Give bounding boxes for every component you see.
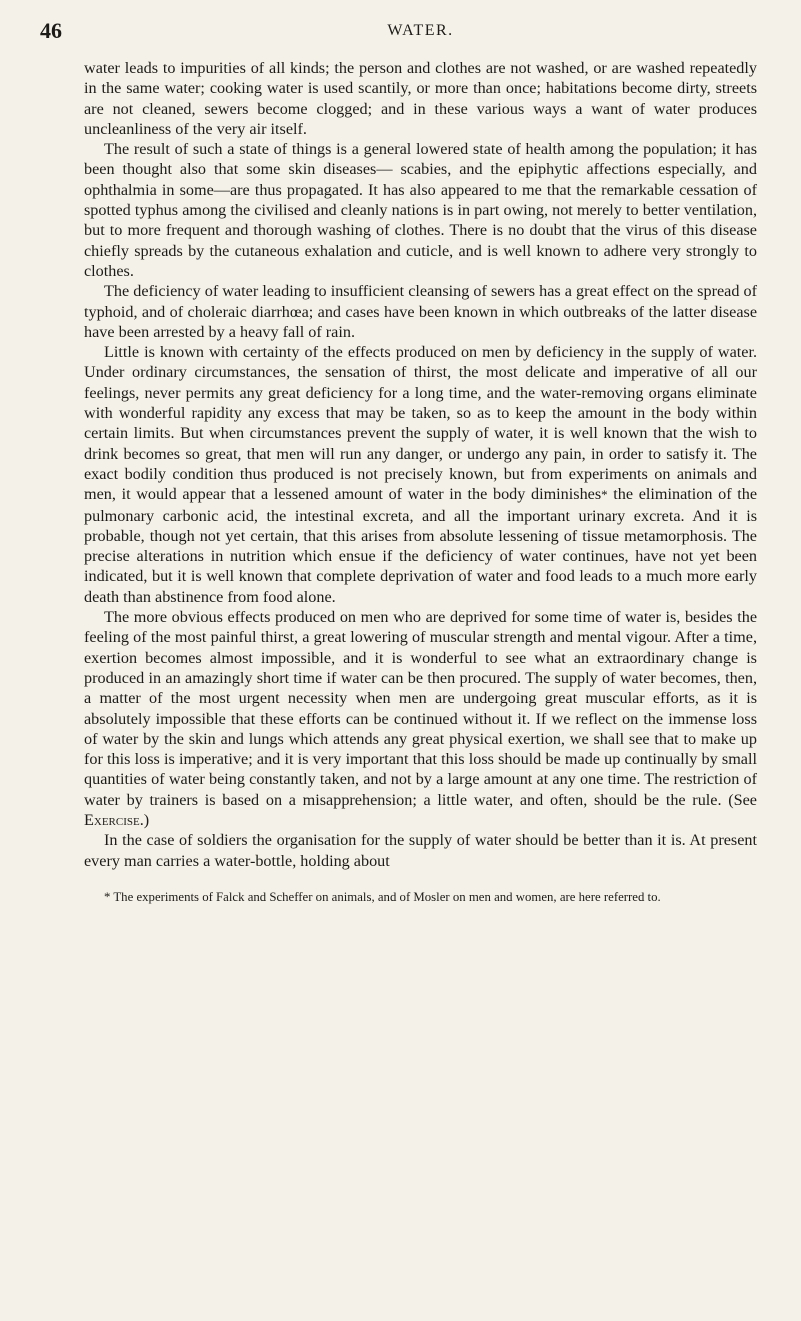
paragraph-5-part-2: .) <box>139 810 150 829</box>
page-header <box>40 10 757 58</box>
footnote-marker: * <box>601 487 608 503</box>
footnote: * The experiments of Falck and Scheffer on animals, and of Mosler on men and women, are here referred to. <box>104 889 661 904</box>
paragraph-4-part-2: the elimination of the pulmonary carbonic acid, the intestinal excreta, and all the important urinary excreta. And it is probable, though not yet certain, that this arises from absolute lessening of tissue metamorphosis. The precise alterations in nutrition which ensue if the deficiency of water continues, have not yet been indicated, but it is well known that complete deprivation of water and food leads to a much more early death than abstinence from food alone. <box>84 485 758 606</box>
cross-reference-exercise: Exercise <box>84 810 140 829</box>
body-text <box>84 58 757 871</box>
paragraph-2: The result of such a state of things is a general lowered state of health among the population; it has been thought also that some skin diseases— scabies, and the epiphytic affections especially, and ophthalmia in some—are thus propagated. It has also appeared to me that the remarkable cessation of spotted typhus among the civilised and cleanly nations is in part owing, not merely to better ventilation, but to more frequent and thorough washing of clothes. There is no doubt that the virus of this disease chiefly spreads by the cutaneous exhalation and cuticle, and is well known to adhere very strongly to clothes. <box>84 140 757 280</box>
paragraph-6: In the case of soldiers the organisation for the supply of water should be better than it is. At present every man carries a water-bottle, holding about <box>84 831 757 870</box>
paragraph-3: The deficiency of water leading to insufficient cleansing of sewers has a great effect on the spread of typhoid, and of choleraic diarrhœa; and cases have been known in which outbreaks of the latter disease have been arrested by a heavy fall of rain. <box>84 282 757 341</box>
paragraph-5 <box>84 607 757 830</box>
paragraph-5-part-1: The more obvious effects produced on men who are deprived for some time of water is, besides the feeling of the most painful thirst, a great lowering of muscular strength and mental vigour. After a time, exertion becomes almost impossible, and it is wonderful to see what an extraordinary change is produced in an amazingly short time if water can be then procured. The supply of water becomes, then, a matter of the most urgent necessity when men are undergoing great muscular efforts, as it is absolutely impossible that these efforts can be continued without it. If we reflect on the immense loss of water by the skin and lungs which attends any great physical exertion, we shall see that to make up for this loss is imperative; and it is very important that this loss should be made up continually by small quantities of water being constantly taken, and not by a large amount at any one time. The restriction of water by trainers is based on a misapprehension; a little water, and often, should be the rule. (See <box>84 608 757 809</box>
paragraph-4-part-1: Little is known with certainty of the effects produced on men by deficiency in the supply of water. Under ordinary circumstances, the sensation of thirst, the most delicate and imperative of all our feelings, never permits any great deficiency for a long time, and the water-removing organs eliminate with wonderful rapidity any excess that may be taken, so as to keep the amount in the body within certain limits. But when circumstances prevent the supply of water, it is well known that the wish to drink becomes so great, that men will run any danger, or undergo any pain, in order to satisfy it. The exact bodily condition thus produced is not precisely known, but from experiments on animals and men, it would appear that a lessened amount of water in the body diminishes <box>84 343 757 504</box>
paragraph-1: water leads to impurities of all kinds; the person and clothes are not washed, or are washed repeatedly in the same water; cooking water is used scantily, or more than once; habitations become dirty, streets are not cleaned, sewers become clogged; and in these various ways a want of water produces uncleanliness of the very air itself. <box>84 59 757 138</box>
running-head: WATER. <box>387 22 454 39</box>
paragraph-4 <box>84 342 757 607</box>
page-number: 46 <box>40 18 62 43</box>
